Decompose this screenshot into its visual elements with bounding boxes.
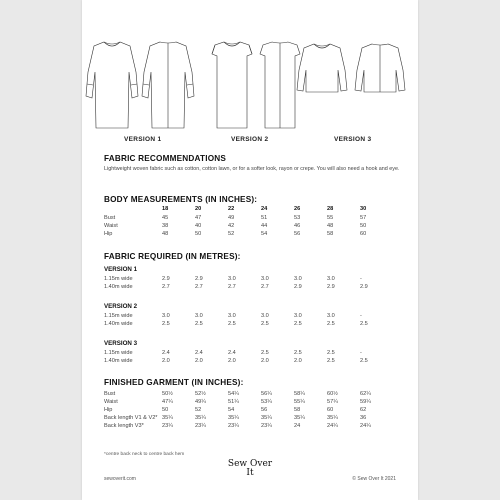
table-cell: 2.5 (195, 321, 203, 327)
table-cell: 2.5 (162, 321, 170, 327)
table-cell: 2.4 (195, 350, 203, 356)
version-3-front-drawing (297, 44, 347, 92)
table-cell: 49¼ (195, 399, 206, 405)
table-cell: 35¼ (228, 415, 239, 421)
table-cell: 42 (228, 223, 235, 229)
size-header: 18 (162, 206, 169, 212)
table-cell: 2.5 (360, 358, 368, 364)
fabric-required-heading: FABRIC REQUIRED (IN METRES): (104, 252, 241, 261)
fabric-recommendations-heading: FABRIC RECOMMENDATIONS (104, 154, 227, 163)
row-label: Hip (104, 407, 113, 413)
table-cell: 24 (294, 423, 301, 429)
table-cell: 35¼ (162, 415, 173, 421)
table-cell: 47¼ (162, 399, 173, 405)
pattern-sheet (82, 0, 418, 500)
table-cell: - (360, 276, 362, 282)
table-cell: 2.5 (360, 321, 368, 327)
row-label: 1.15m wide (104, 276, 133, 282)
version-3-label: VERSION 3 (334, 136, 372, 143)
table-cell: 60½ (327, 391, 338, 397)
version-2-back-drawing (260, 42, 300, 128)
table-cell: 54¼ (228, 391, 239, 397)
table-cell: 3.0 (228, 313, 236, 319)
table-cell: 50 (195, 231, 202, 237)
row-label: Bust (104, 391, 116, 397)
table-cell: - (360, 313, 362, 319)
table-cell: 2.0 (294, 358, 302, 364)
table-cell: 53 (294, 215, 301, 221)
version-2-label: VERSION 2 (231, 136, 269, 143)
table-cell: 54 (261, 231, 268, 237)
table-cell: 58 (327, 231, 334, 237)
table-cell: 51 (261, 215, 268, 221)
table-cell: 2.5 (327, 321, 335, 327)
table-cell: 51¼ (228, 399, 239, 405)
table-cell: 23¼ (195, 423, 206, 429)
row-label: 1.40m wide (104, 321, 133, 327)
table-cell: 2.4 (228, 350, 236, 356)
version-2-subheading: VERSION 2 (104, 303, 138, 310)
table-cell: 3.0 (261, 313, 269, 319)
row-label: Back length V3* (104, 423, 144, 429)
size-header: 30 (360, 206, 367, 212)
table-cell: 2.0 (228, 358, 236, 364)
finished-garment-heading: FINISHED GARMENT (IN INCHES): (104, 378, 244, 387)
row-label: Hip (104, 231, 113, 237)
size-header: 24 (261, 206, 268, 212)
table-cell: 53¼ (261, 399, 272, 405)
table-cell: 3.0 (327, 276, 335, 282)
version-2-front-drawing (212, 42, 252, 128)
size-header: 26 (294, 206, 301, 212)
table-cell: 3.0 (294, 313, 302, 319)
table-cell: 62 (360, 407, 367, 413)
table-cell: 2.9 (162, 276, 170, 282)
table-cell: 2.7 (162, 284, 170, 290)
table-cell: 56¼ (261, 391, 272, 397)
table-cell: 60 (360, 231, 367, 237)
table-cell: 2.9 (360, 284, 368, 290)
row-label: Back length V1 & V2* (104, 415, 158, 421)
table-cell: 2.0 (195, 358, 203, 364)
table-cell: 57¼ (327, 399, 338, 405)
row-label: Bust (104, 215, 116, 221)
table-cell: 2.0 (162, 358, 170, 364)
table-cell: 50 (360, 223, 367, 229)
size-header: 28 (327, 206, 334, 212)
table-cell: 56 (261, 407, 268, 413)
brand-logo: Sew Over It (227, 459, 273, 478)
table-cell: 23¼ (162, 423, 173, 429)
row-label: 1.15m wide (104, 350, 133, 356)
table-cell: 35¼ (195, 415, 206, 421)
table-cell: 2.5 (294, 321, 302, 327)
table-cell: 2.9 (294, 284, 302, 290)
table-cell: 62¼ (360, 391, 371, 397)
table-cell: 2.0 (261, 358, 269, 364)
table-cell: 2.7 (228, 284, 236, 290)
table-cell: 3.0 (327, 313, 335, 319)
table-cell: 40 (195, 223, 202, 229)
table-cell: 24¼ (327, 423, 338, 429)
table-cell: 3.0 (261, 276, 269, 282)
table-cell: 52½ (195, 391, 206, 397)
table-cell: 23¼ (228, 423, 239, 429)
table-cell: 59¼ (360, 399, 371, 405)
table-cell: 44 (261, 223, 268, 229)
table-cell: 45 (162, 215, 169, 221)
table-cell: 54 (228, 407, 235, 413)
table-cell: - (360, 350, 362, 356)
table-cell: 48 (327, 223, 334, 229)
website-text: sewoverit.com (104, 476, 136, 482)
version-1-subheading: VERSION 1 (104, 266, 138, 273)
fabric-recommendations-text: Lightweight woven fabric such as cotton, cotton lawn, or for a softer look, rayon or crepe. You will also need a hook and eye. (104, 166, 400, 172)
body-measurements-heading: BODY MEASUREMENTS (IN INCHES): (104, 195, 258, 204)
table-cell: 46 (294, 223, 301, 229)
table-cell: 50 (162, 407, 169, 413)
table-cell: 35¼ (327, 415, 338, 421)
size-header: 20 (195, 206, 202, 212)
table-cell: 3.0 (228, 276, 236, 282)
table-cell: 55 (327, 215, 334, 221)
table-cell: 24¼ (360, 423, 371, 429)
row-label: 1.40m wide (104, 284, 133, 290)
version-1-back-drawing (142, 42, 194, 128)
version-3-subheading: VERSION 3 (104, 340, 138, 347)
table-cell: 2.5 (327, 358, 335, 364)
footnote: *centre back neck to centre back hem (104, 452, 185, 457)
table-cell: 23¼ (261, 423, 272, 429)
version-1-front-drawing (86, 42, 138, 128)
table-cell: 2.7 (261, 284, 269, 290)
table-cell: 3.0 (294, 276, 302, 282)
table-cell: 48 (162, 231, 169, 237)
table-cell: 58 (294, 407, 301, 413)
table-cell: 47 (195, 215, 202, 221)
table-cell: 58¼ (294, 391, 305, 397)
table-cell: 52 (228, 231, 235, 237)
table-cell: 60 (327, 407, 334, 413)
copyright-text: © Sew Over It 2021 (352, 476, 396, 482)
version-3-back-drawing (355, 44, 405, 92)
version-1-label: VERSION 1 (124, 136, 162, 143)
table-cell: 3.0 (162, 313, 170, 319)
size-header: 22 (228, 206, 235, 212)
row-label: Waist (104, 399, 118, 405)
table-cell: 55¼ (294, 399, 305, 405)
table-cell: 2.5 (228, 321, 236, 327)
table-cell: 57 (360, 215, 367, 221)
table-cell: 49 (228, 215, 235, 221)
table-cell: 2.9 (327, 284, 335, 290)
table-cell: 35¼ (261, 415, 272, 421)
garment-drawings (82, 40, 418, 130)
table-cell: 3.0 (195, 313, 203, 319)
table-cell: 56 (294, 231, 301, 237)
table-cell: 2.5 (327, 350, 335, 356)
table-cell: 36 (360, 415, 367, 421)
table-cell: 35¼ (294, 415, 305, 421)
table-cell: 2.4 (162, 350, 170, 356)
table-cell: 2.5 (261, 350, 269, 356)
row-label: 1.15m wide (104, 313, 133, 319)
row-label: Waist (104, 223, 118, 229)
table-cell: 2.9 (195, 276, 203, 282)
table-cell: 38 (162, 223, 169, 229)
table-cell: 50½ (162, 391, 173, 397)
table-cell: 2.5 (261, 321, 269, 327)
table-cell: 2.5 (294, 350, 302, 356)
table-cell: 52 (195, 407, 202, 413)
row-label: 1.40m wide (104, 358, 133, 364)
table-cell: 2.7 (195, 284, 203, 290)
